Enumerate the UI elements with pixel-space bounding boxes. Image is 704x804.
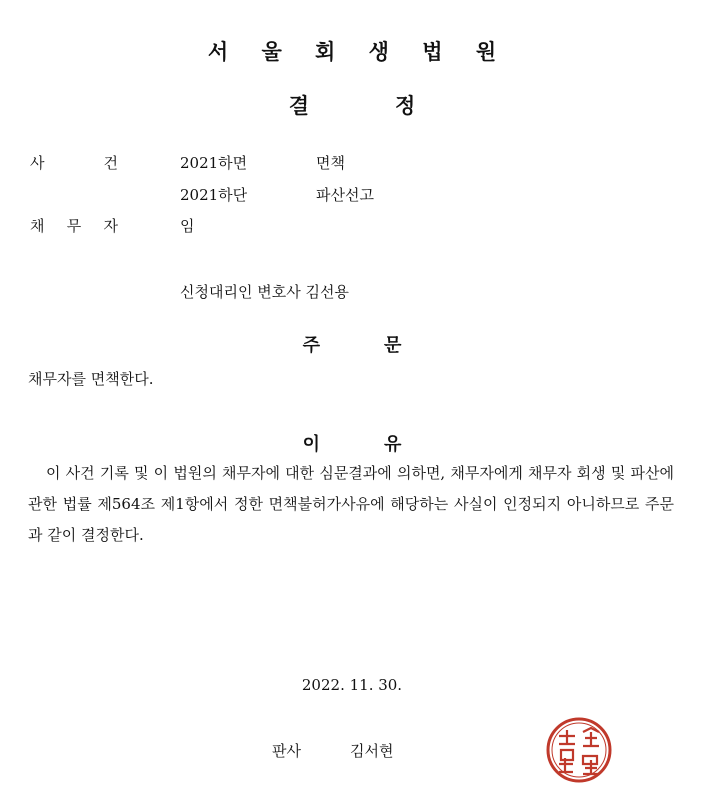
case-label [30,152,118,173]
case-label-char-1: 사 [30,154,45,172]
debtor-label-char-3: 자 [103,217,118,235]
order-heading-char-1: 주 [302,335,320,356]
debtor-label [30,215,118,236]
debtor-name: 임 [180,217,195,235]
order-heading [0,331,704,357]
court-name: 서 울 회 생 법 원 [207,40,510,64]
document-type-title [0,90,704,120]
applicant-agent: 신청대리인 변호사 김선용 [180,283,349,301]
debtor-label-char-2: 무 [66,217,82,235]
case-label-char-2: 건 [103,154,118,172]
document-type-char-1: 결 [288,94,309,118]
reason-heading [0,430,704,456]
judge-seal-icon [545,716,613,784]
decision-date: 2022. 11. 30. [301,676,403,694]
order-heading-char-2: 문 [384,335,402,356]
case-number-1: 2021하면 [180,154,248,172]
order-text: 채무자를 면책한다. [28,370,154,388]
reason-heading-char-1: 이 [302,434,320,455]
reason-paragraph [28,458,674,551]
judge-name: 김서현 [350,742,394,760]
case-title-1: 면책 [316,154,345,172]
reason-text: 이 사건 기록 및 이 법원의 채무자에 대한 심문결과에 의하면, 채무자에게 채무자 회생 및 파산에 관한 법률 제564조 제1항에서 정한 면책불허가사유에 해당하는 사실이 인정되지 아니하므로 주문과 같이 결정한다. [28,464,674,544]
document-type-char-2: 정 [395,94,416,118]
case-title-2: 파산선고 [316,186,374,204]
debtor-label-char-1: 채 [30,217,45,235]
reason-heading-char-2: 유 [384,434,402,455]
case-number-2: 2021하단 [180,186,248,204]
judge-title: 판사 [272,742,301,760]
